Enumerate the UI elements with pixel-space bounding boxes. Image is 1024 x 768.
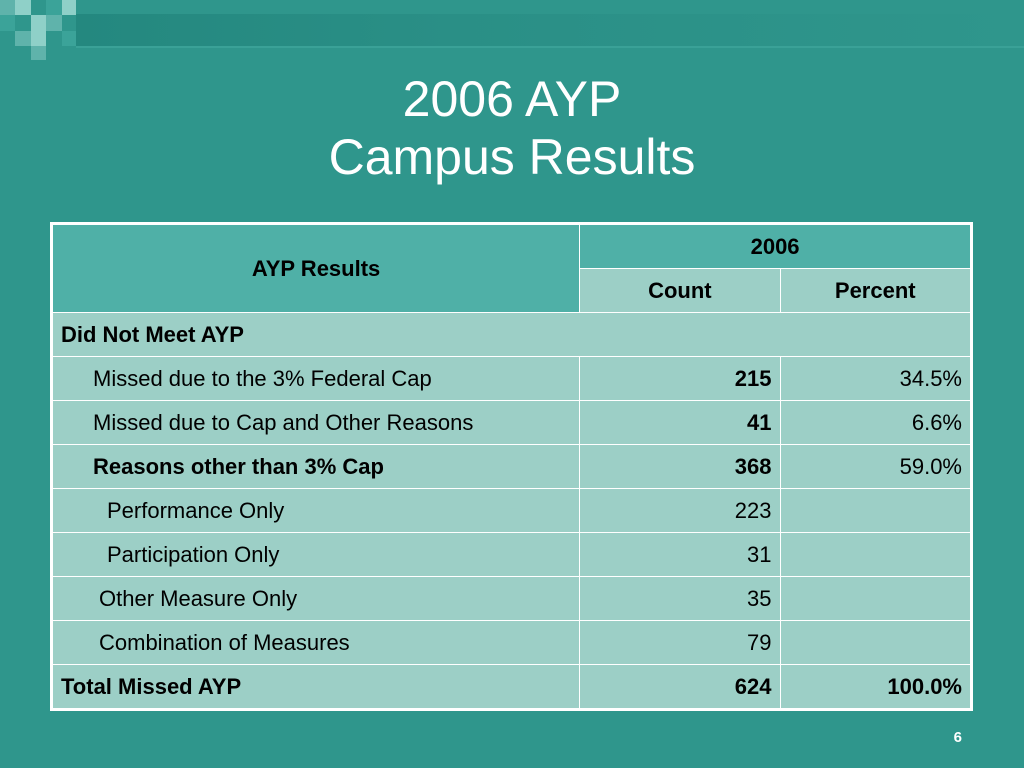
row-count: 31	[580, 533, 780, 577]
row-percent: 59.0%	[780, 445, 972, 489]
row-count: 368	[580, 445, 780, 489]
row-count: 35	[580, 577, 780, 621]
table-row	[52, 533, 972, 577]
row-count: 79	[580, 621, 780, 665]
row-percent	[780, 533, 972, 577]
row-percent: 34.5%	[780, 357, 972, 401]
count-header: Count	[580, 269, 780, 313]
ayp-results-header: AYP Results	[52, 224, 580, 313]
table-row	[52, 401, 972, 445]
slide-title	[0, 70, 1024, 186]
row-label: Participation Only	[52, 533, 580, 577]
total-label: Total Missed AYP	[52, 665, 580, 710]
row-label: Missed due to Cap and Other Reasons	[52, 401, 580, 445]
table-header-row	[52, 224, 972, 269]
row-label: Combination of Measures	[52, 621, 580, 665]
table-row	[52, 489, 972, 533]
row-label: Reasons other than 3% Cap	[52, 445, 580, 489]
row-label: Performance Only	[52, 489, 580, 533]
total-count: 624	[580, 665, 780, 710]
percent-header: Percent	[780, 269, 972, 313]
row-percent	[780, 489, 972, 533]
year-header: 2006	[580, 224, 972, 269]
ayp-results-table	[50, 222, 973, 711]
corner-decoration	[0, 0, 1024, 60]
table-row	[52, 445, 972, 489]
title-line-2: Campus Results	[328, 129, 696, 185]
row-count: 41	[580, 401, 780, 445]
total-percent: 100.0%	[780, 665, 972, 710]
row-percent	[780, 621, 972, 665]
row-label: Missed due to the 3% Federal Cap	[52, 357, 580, 401]
title-line-1: 2006 AYP	[402, 71, 622, 127]
section-label: Did Not Meet AYP	[52, 313, 972, 357]
total-row	[52, 665, 972, 710]
row-count: 215	[580, 357, 780, 401]
row-count: 223	[580, 489, 780, 533]
row-label: Other Measure Only	[52, 577, 580, 621]
table-row	[52, 621, 972, 665]
table-row	[52, 577, 972, 621]
table-row	[52, 357, 972, 401]
row-percent	[780, 577, 972, 621]
section-row	[52, 313, 972, 357]
row-percent: 6.6%	[780, 401, 972, 445]
page-number: 6	[953, 729, 962, 746]
